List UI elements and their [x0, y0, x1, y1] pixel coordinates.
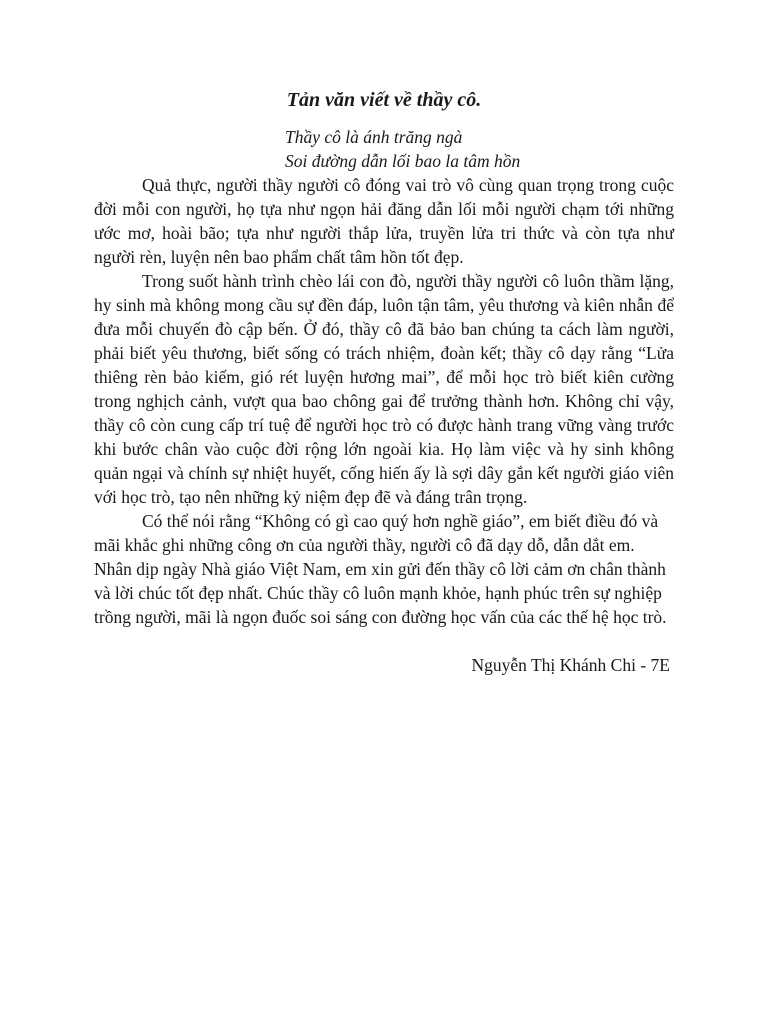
poem-line-2: Soi đường dẫn lối bao la tâm hồn — [285, 151, 521, 171]
poem-epigraph — [285, 125, 674, 173]
document-title: Tản văn viết về thầy cô. — [286, 89, 482, 111]
document-page — [94, 86, 674, 677]
poem-line-1: Thầy cô là ánh trăng ngà — [285, 127, 463, 147]
paragraph-1: Quả thực, người thầy người cô đóng vai trò vô cùng quan trọng trong cuộc đời mỗi con người, họ tựa như ngọn hải đăng dẫn lối mỗi người chạm tới những ước mơ, hoài bão; tựa như người thắp lửa, truyền lửa tri thức và còn tựa như người rèn, luyện nên bao phẩm chất tâm hồn tốt đẹp. — [94, 175, 674, 267]
paragraph-3: Có thể nói rằng “Không có gì cao quý hơn nghề giáo”, em biết điều đó và mãi khắc ghi những công ơn của người thầy, người cô đã dạy dỗ, dẫn dắt em. Nhân dịp ngày Nhà giáo Việt Nam, em xin gửi đến thầy cô lời cảm ơn chân thành và lời chúc tốt đẹp nhất. Chúc thầy cô luôn mạnh khỏe, hạnh phúc trên sự nghiệp trồng người, mãi là ngọn đuốc soi sáng con đường học vấn của các thế hệ học trò. — [94, 511, 667, 627]
author-signature: Nguyễn Thị Khánh Chi - 7E — [471, 655, 670, 675]
paragraph-2: Trong suốt hành trình chèo lái con đò, người thầy người cô luôn thầm lặng, hy sinh mà không mong cầu sự đền đáp, luôn tận tâm, yêu thương và kiên nhẫn để đưa mỗi chuyến đò cập bến. Ở đó, thầy cô đã bảo ban chúng ta cách làm người, phải biết yêu thương, biết sống có trách nhiệm, đoàn kết; thầy cô dạy rằng “Lửa thiêng rèn bảo kiếm, gió rét luyện hương mai”, để mỗi học trò biết kiên cường trong nghịch cảnh, vượt qua bao chông gai để trưởng thành hơn. Không chỉ vậy, thầy cô còn cung cấp trí tuệ để người học trò có được hành trang vững vàng trước khi bước chân vào cuộc đời rộng lớn ngoài kia. Họ làm việc và hy sinh không quản ngại và chính sự nhiệt huyết, cống hiến ấy là sợi dây gắn kết người giáo viên với học trò, tạo nên những kỷ niệm đẹp đẽ và đáng trân trọng. — [94, 271, 674, 507]
